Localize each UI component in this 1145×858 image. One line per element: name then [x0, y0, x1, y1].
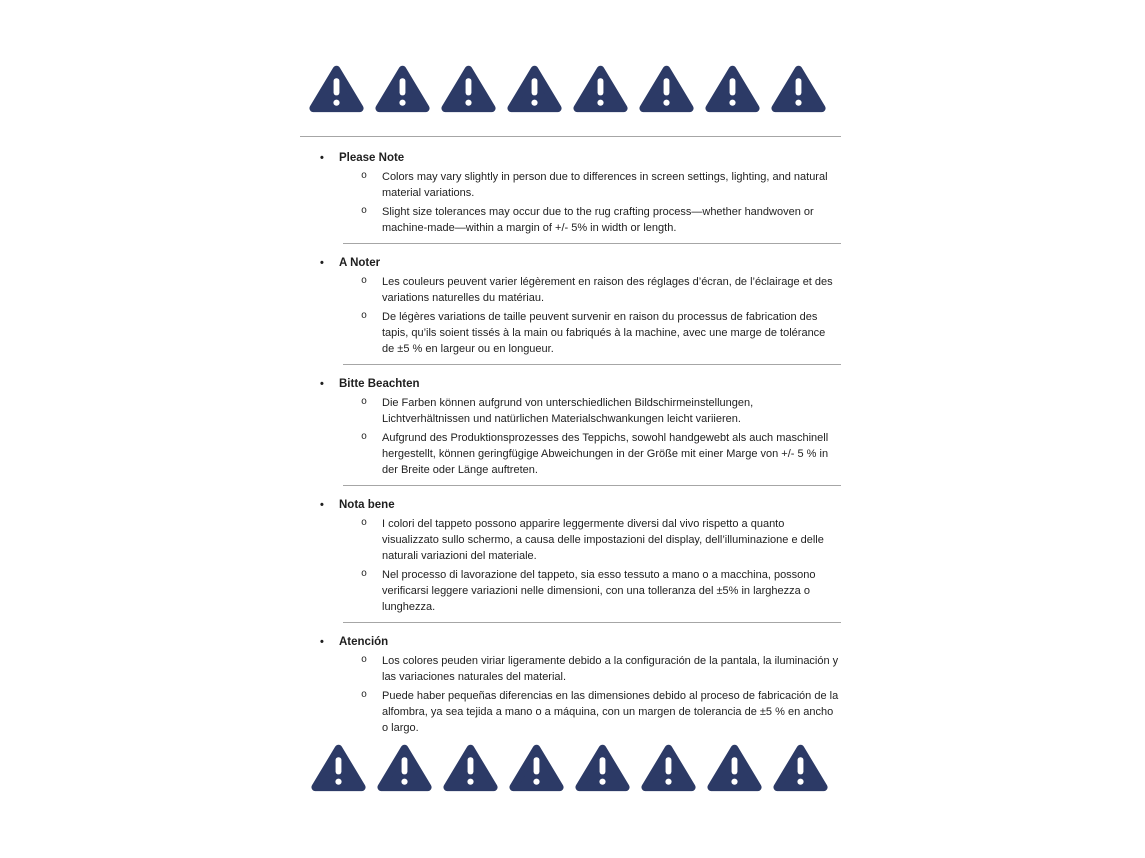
notes-content [300, 150, 841, 736]
warning-triangle-icon [443, 741, 498, 794]
note-text: Die Farben können aufgrund von unterschiedlichen Bildschirmeinstellungen, Lichtverhältnissen und natürlichen Materialschwankungen leicht variieren. [382, 397, 754, 425]
sub-bullet-icon: o [361, 432, 368, 443]
warning-triangle-icon [705, 62, 760, 115]
warning-triangle-icon [375, 62, 430, 115]
warning-triangle-icon [441, 62, 496, 115]
section-nota-bene [300, 497, 841, 623]
section-divider [343, 485, 841, 486]
warning-triangle-row-bottom [311, 741, 828, 794]
bullet-icon: • [320, 152, 324, 164]
warning-triangle-icon [771, 62, 826, 115]
section-divider [343, 622, 841, 623]
note-text: Puede haber pequeñas diferencias en las dimensiones debido al proceso de fabricación de la alfombra, ya sea tejida a mano o a máquina, con un margen de tolerancia de ±5 % en ancho o largo. [382, 690, 839, 734]
bullet-icon: • [320, 378, 324, 390]
note-text: Les couleurs peuvent varier légèrement en raison des réglages d’écran, de l’éclairage et des variations naturelles du matériau. [382, 276, 833, 304]
bullet-icon: • [320, 499, 324, 511]
warning-triangle-icon [773, 741, 828, 794]
section-a-noter [300, 255, 841, 365]
warning-triangle-icon [641, 741, 696, 794]
sub-bullet-icon: o [361, 518, 368, 529]
warning-triangle-icon [573, 62, 628, 115]
section-atencion [300, 634, 841, 736]
warning-triangle-icon [707, 741, 762, 794]
sub-bullet-icon: o [361, 276, 368, 287]
section-title: Bitte Beachten [339, 378, 420, 390]
warning-triangle-icon [311, 741, 366, 794]
bullet-icon: • [320, 636, 324, 648]
section-bitte-beachten [300, 376, 841, 486]
section-divider [343, 364, 841, 365]
warning-triangle-icon [509, 741, 564, 794]
sub-bullet-icon: o [361, 690, 368, 701]
note-text: I colori del tappeto possono apparire leggermente diversi dal vivo rispetto a quanto visualizzato sullo schermo, a causa delle impostazioni del display, dell’illuminazione e delle naturali variazioni del materiale. [382, 518, 824, 562]
bullet-icon: • [320, 257, 324, 269]
warning-triangle-icon [309, 62, 364, 115]
sub-bullet-icon: o [361, 171, 368, 182]
note-text: Los colores peuden viriar ligeramente debido a la configuración de la pantala, la iluminación y las variaciones naturales del material. [382, 655, 839, 683]
warning-triangle-icon [507, 62, 562, 115]
sub-bullet-icon: o [361, 311, 368, 322]
sub-bullet-icon: o [361, 655, 368, 666]
warning-triangle-icon [575, 741, 630, 794]
top-divider [300, 136, 841, 137]
section-title: Atención [339, 636, 389, 648]
note-text: Colors may vary slightly in person due to differences in screen settings, lighting, and natural material variations. [382, 171, 828, 199]
note-text: Aufgrund des Produktionsprozesses des Teppichs, sowohl handgewebt als auch maschinell hergestellt, können geringfügige Abweichungen in der Größe mit einer Marge von +/- 5 % in der Breite oder Länge auftreten. [382, 432, 829, 476]
section-divider [343, 243, 841, 244]
sub-bullet-icon: o [361, 569, 368, 580]
warning-triangle-icon [639, 62, 694, 115]
section-please-note [300, 150, 841, 244]
section-title: Nota bene [339, 499, 395, 511]
section-title: A Noter [339, 257, 381, 269]
note-text: Slight size tolerances may occur due to the rug crafting process—whether handwoven or machine-made—within a margin of +/- 5% in width or length. [382, 206, 814, 234]
note-text: De légères variations de taille peuvent survenir en raison du processus de fabrication des tapis, qu’ils soient tissés à la main ou fabriqués à la machine, avec une marge de tolérance de ±5 % en largeur ou en longueur. [382, 311, 826, 355]
sub-bullet-icon: o [361, 397, 368, 408]
section-title: Please Note [339, 152, 405, 164]
warning-triangle-icon [377, 741, 432, 794]
sub-bullet-icon: o [361, 206, 368, 217]
warning-triangle-row-top [309, 62, 826, 115]
note-text: Nel processo di lavorazione del tappeto, sia esso tessuto a mano o a macchina, possono verificarsi leggere variazioni nelle dimensioni, con una tolleranza del ±5% in larghezza o lunghezza. [382, 569, 816, 613]
